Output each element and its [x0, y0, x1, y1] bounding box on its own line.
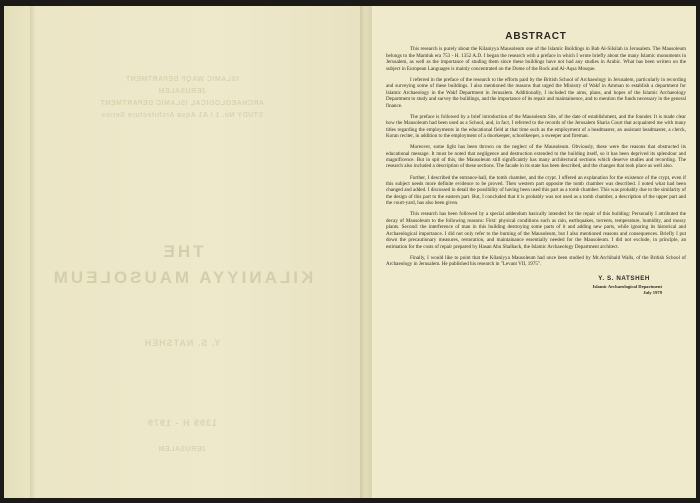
ghost-author: Y. S. NATSHEH [143, 338, 221, 348]
abstract-title: ABSTRACT [505, 31, 567, 42]
ghost-header-line: ISLAMIC WAQF DEPARTMENT [125, 76, 239, 83]
ghost-title-line2: KILANIYYA MAUSOLEUM [50, 268, 314, 287]
signature-department: Islamic Archaeological Department [592, 284, 662, 290]
ghost-year: 1399 H - 1979 [146, 418, 218, 428]
abstract-paragraph: This research has been followed by a special addendum basically intended for the repair of this building: Personally I attributed the decay of Mausoleum to the following reasons: First: physical conditions such as rain, earthquakes, torrents, temperature, humidity, and mossy plants. Second: the interference of man in this building destroying some parts of it and adding new parts, while ignoring its historical and Archaeological importance. I did not only refer to the burning of the Mausoleum, but I also mentioned reasons and consequences. Briefly I put down the precautionary measures, restoration, and maintainance essentially needed for the Mausoleum. I did not exclude, in principle, an estimation for the costs of repair prepared by Hasan Abu Shalback, the Islamic Archaeology Department architect. [386, 211, 686, 250]
signature-name: Y. S. NATSHEH [598, 274, 650, 282]
signature-date: July 1979 [643, 290, 662, 296]
ghost-place: JERUSALEM [158, 446, 206, 453]
ghost-header-line: STUDY No. 1 / A1 Aqsa Architecture Series [100, 112, 264, 119]
ghost-title-line1: THE [160, 242, 204, 261]
left-page-show-through [4, 6, 360, 498]
abstract-paragraph: Finally, I would like to point that the Kilaniyya Mausoleum had once been studied by Mr.Archibald Walls, of the British School of Archaeology in Jerusalem. He published his research in "Levant VII, 1975". [386, 254, 686, 268]
ghost-header-line: JERUSALEM [158, 88, 206, 95]
book-spread [4, 6, 696, 498]
abstract-paragraph: This research is purely about the Kilaniyya Mausoleum one of the Islamic Buildings in Bab Al-Silsilah in Jerusalem. The Mausoleum belongs to the Mamluk era 753 - H. 1352 A.D. I began the research with a preface in which I wrote briefly about the many Islamic monuments in Jerusalem, as well as the importance of studing them since these buildings have not had any studies in Arabic. What has been written on the subject in European Languages is mainly concentrated on the Dome of the Rock and Al-Aqsa Mosque. [386, 46, 686, 72]
signature-block [386, 276, 686, 296]
abstract-paragraph: The preface is followed by a brief introduction of the Mausoleum Site, of the date of establishment, and the founder. It is made clear how the Mausoleum had been used as a School, and, in fact, I referred to the records of the Jerusalem Sharia Court that acquainted me with many titles regarding the employments in the educational field at that time such as the employment of a headmaster, an assistant headmaster, a clerck, Koran reciter, in addition to the employment of a doorkeeper, schoolkeeper, a sweeper and fireman. [386, 113, 686, 140]
abstract-page [372, 6, 696, 498]
abstract-content [386, 31, 686, 296]
abstract-paragraph: Moreover, some light has been thrown on the neglect of the Mausoleum. Obviously, these were the reasons that obstructed its educational message. It must be noted that negligence and destruction extended to the building itself, so it has been deprived its splendour and magnificence. But in spit of this, the Mausoleum still significantly has many architectural sections which deserve studies and recording. The research also included a description of these sections. The facade in its state has been described, and the changes that took place as well also. [386, 144, 686, 170]
ghost-header-line: ARCHAEOLOGICAL ISLAMIC DEPARTMENT [99, 100, 265, 107]
abstract-paragraph: Further, I described the entrance-hall, the tomb chamber, and the crypt. I offered an explanation for the existence of the crypt, even if this subject needs more definite evidence to be proved. Then western part opposite the tomb chamber was described. I noted what had been changed and added. I discussed in detail the possibility of having been used this part as a tomb chamber. This was probably due to the similarity of the design of this part to the eastern part. But, I concluded that it is probably was not used as a tomb chamber, a description of the upper part and the court-yard, has also been given. [386, 174, 686, 207]
book-spine [360, 6, 372, 498]
abstract-paragraph: I referred in the preface of the research to the efforts paid by the British School of Archaeology in Jerusalem, particularly in recording and surveying some of these buildings. I also mentioned the reasons that urged the Ministry of Wakf in Amman to establish a department for Islamic Archaeology in the Wakf Department in Jerusalem. Additionally, I included the aims, plans, and hopes of the Islamic Archaeology Department to study and survey the buildings, and the importance of its repair and maintainence, and to mention the funds necessary in the general finance. [386, 76, 686, 109]
